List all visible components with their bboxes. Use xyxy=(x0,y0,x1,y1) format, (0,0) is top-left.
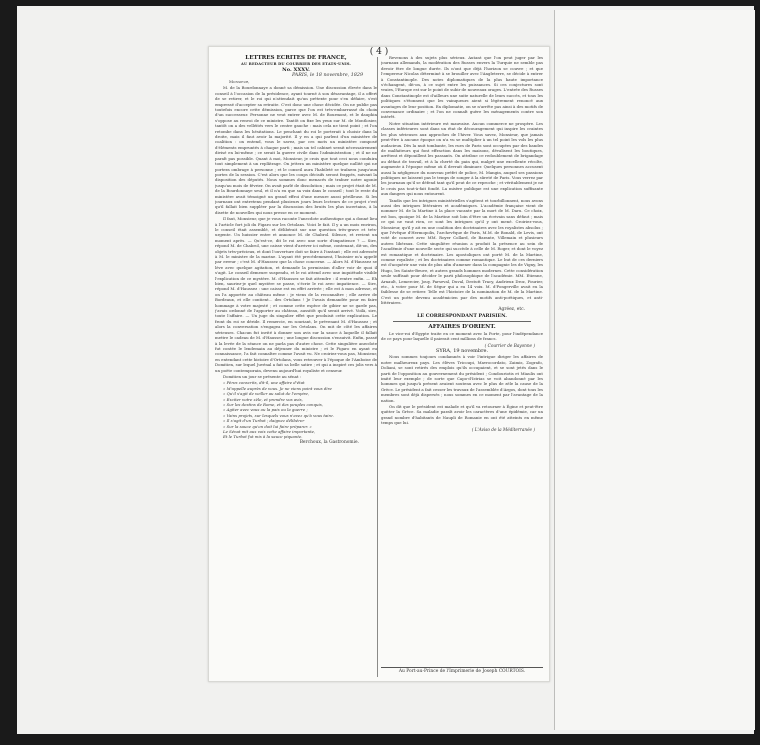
column-divider xyxy=(377,57,378,677)
letter-signature: LE CORRESPONDANT PARISIEN. xyxy=(417,312,507,319)
poem-line: » Sur la sauce qu'on doit lui faire préparer. » xyxy=(223,423,312,429)
article-paragraph: Notre situation intérieure est mauvaise. Aucun commerce ne prospère. Les classes inférieures sont dans un état de découragement qui inspire les craintes les plus sérieuses aux approches de l'hiver. Vous savez, Monsieur, que jamais peut-être à aucune époque on n'a vu se multiplier à un tel point les vols les plus audacieux. Dès la nuit tombante, les rues de Paris sont occupées par des bandes de malfaiteurs qui font effraction dans les maisons, dévalisent les boutiques, arrêtent et dépouillent les passants. On attribue ce redoublement de brigandage au défaut de travail, et à la cherté du pain qui, malgré une excellente récolte, augmente à l'époque même où il devrait diminuer. Quelques personnes accusent aussi la négligence du nouveau préfet de police, M. Mangin, auquel ses passions politiques ne laissent pas le temps de songer à la sûreté de Paris. Vous verrez par les journaux qu'il se défend tant qu'il peut de ce reproche ; et véritablement je ne le crois pas tout-à-fait fondé. La misère publique est une explication suffisante aux dangers qui nous entourent. xyxy=(381,120,543,197)
adjacent-blank-page xyxy=(554,10,755,730)
newspaper-page xyxy=(208,46,550,682)
section-rule xyxy=(393,321,531,322)
article-paragraph: Tandis que les intrigues ministérielles s'agitent et tourbillonnent, nous avons aussi des intrigues littéraires et académiques. L'académie française vient de nommer M. de la Martine à la place vacante par la mort de M. Daru. Ce choix, est bon, quoique M. de la Martine soit loin d'être un écrivain sans défaut ; mais ce qui ne vaut rien, ce sont les intrigues qu'il y ont mené. Croiriez-vous, Monsieur, qu'il y ait en une coalition des doctrinaires avec les royalistes absolus ; que l'évêque d'Hermopolis, l'archevêque de Paris, M.M. de Bonald, de Levis, ont voté de concert avec MM. Royer Collard, de Barante, Villemain et plusieurs autres libéraux. Cette singulière réunion a produit la présence au sein de l'académie d'une nouvelle secte qui succède à celle de M. Roger, et dont le voyez est romantique et doctrinaire. Les apostoliques ont porté M. de la Martine, comme royaliste ; et les doctrinaires comme romantique. Le but de ces derniers est d'acquérir une voix de plus afin d'amener dans la compagnie les de Vigny, les Hugo, les Sainte-Beuve, et autres grands hommes modernes. Cette considération seule suffisait pour décider le parti philosophique de l'académie. MM. Etienne, Arnault, Lemercier, Jouy, Parseval, Duval, Destutt Tracy, Andrieux Droz, Fourier, etc., à voter pour M. de Ségur qui a eu 14 voix. M. d'Pongerville avait eu la faiblesse de se retirer. Telle est l'histoire de la nomination de M. de la Martine. C'est un poète devenu académicien par des motifs anti-poétiques, et anti-littéraires. xyxy=(381,197,543,306)
poem-credit: Berchoux, la Gastronomie. xyxy=(299,439,359,445)
poem-line: » Il s'agit d'un Turbot ; daignez délibérer xyxy=(223,418,305,424)
article-source: ( Courrier de Bayonne ) xyxy=(484,342,535,348)
page-number: ( 4 ) xyxy=(369,47,389,57)
article-paragraph: On dit que le président est malade et qu'il va retourner à Égine et peut-être quitter la Grèce. Sa maladie paraît avoir les caractères d'une épidémie, car un grand nombre d'habitants de Naupli de Romanie en ont été atteints en même temps que lui. xyxy=(381,403,543,426)
printer-imprint: Au Port-au-Prince de l'Imprimerie de Joseph COURTOIS. xyxy=(381,667,543,674)
article-paragraph: M. de la Bourdonnaye a donné sa démission. Une discussion élevée dans le conseil à l'occasion de la présidence, ayant tourné à son désavantage, il a offert de se retirer, et le roi qui n'attendait qu'un prétexte pour s'en défaire, s'est empressé d'accepter sa retraite. C'est donc une chose décidée. On ne publie pas toutefois encore cette démission, parce que l'on est très-embarrassé du choix d'un successeur. Personne ne veut entrer avec M. de Bourmont, et le dauphin s'oppose au renvoi de ce ministre. Tantôt on fixe les yeux sur M. de Montlosier, tantôt on a des velléités vers le centre gauche : mais cela ne tient point ; et l'on retombe dans les hésitations. Le penchant du roi le porterait à choisir dans la droite, mais il faut avoir la majorité. Il y en a qui parlent d'un ministère de coalition : on entend, vous le savez, par ces mots un ministère composé d'éléments empruntés à chaque parti ; mais un tel cabinet serait nécessairement divisé en lui-même ; ce serait la guerre civile dans l'administration ; et il ne ne paraît pas possible. Quant à moi, Monsieur, je crois que tout ceci nous conduira tout simplement à un replâtrage. On jettera un ministère quelque nullité qui ne portera ombrage à personne ; et le conseil aura l'habileté se traînera jusqu'aux portes de la session. C'est alors que les coups décisifs seront frappés, suivant la disposition des députés. Nous sommes donc menacés de traîner notre agonie jusqu'au mois de février. On avait parlé de dissolution ; mais ce projet était de M. de la Bourdonnaye seul, et il n'a eu que sa voix dans le conseil ; tout le reste du ministère avait témoigné un grand effroi d'une mesure aussi périlleuse. Si les journaux ont entretenu pendant plusieurs jours leurs lecteurs de ce projet c'est qu'il fallait bien suppléer par la discussion des bruits les plus incertains, à la disette de nouvelles qui nous presse en ce moment. xyxy=(215,85,377,215)
article-paragraph: Il faut, Monsieur, que je vous raconte l'anecdote authentique qui a donné lieu à l'article fort joli du Figaro sur les Ortolans. Voici le fait. Il y a un mois environ, le conseil était assemblé, et délibérait sur une question très-grave et très-urgente. Un huissier entre et annonce M. de Chabrol. Silence, et revient un moment après. — Qu'est-ce, dit le roi avec une sorte d'impatience ? — Sire, répond M. de Chabrol, une caisse vient d'arriver ici même, contenant, dit-on, des objets très-précieux, et dont l'ouverture doit se faire à l'instant ; elle est adressée à M. le ministre de la marine. L'ayant été precédemment, l'huissier m'a appelé par erreur ; c'est M. d'Haussez que la chose concerne. — Alors M. d'Haussez se lève avec quelque agitation, et demande la permission d'aller voir de quoi il s'agit. Le conseil demeure suspendu, et le roi attend avec une inquiétude visible l'explication de ce mystère. M. d'Haussez se fait attendre : il rentre enfin. — Eh bien, sauriez-je quel mystère se passe, s'écrie le roi avec impatience. — Sire, répond M. d'Haussez : une caisse est en effet arrivée ; elle est à mon adresse, et on l'a apportée au château même : je viens de la reconnaître ; elle arrive de Bordeaux, et elle contient... des Ortolans ! Je l'avais demandée pour en faire hommage à votre majesté ; et comme cette espèce de gibier ne se garde pas, j'avais ordonné de l'apporter au château, aussitôt qu'il serait arrivé. Voilà, sire, toute l'affaire. — Un juge du singulier effet que produisit cette explication. Le front du roi se déride. Il remercie, en souriant, le prévenant M. d'Haussez ; et alors la conversation s'engagea sur les Ortolans. On mit de côté les affaires sérieuses. Chacun fut invité à donner son avis sur la sauce à laquelle il fallait mettre le cadeau de M. d'Haussez ; une longue discussion s'ensuivit. Enfin, passé à la levée de la séance on ne parla pas d'autre chose. Cette singulière anecdote fut contée le lendemain au déjeuner du ministre ; et le Figaro en ayant eu connaissance, l'a fait connaître comme l'avait vu. Ne croiriez-vous pas, Monsieur, en entendant cette histoire d'Ortolans, vous retrouver à l'époque de l'Amboise de Domitien, sur lequel Juvénal a fait sa belle satire ; et qui a inspiré ces jolis vers à un poète contemporain, devenu aujourd'hui royaliste et censeur. xyxy=(215,216,377,373)
article-paragraph: Domitien un jour se présente au sénat : xyxy=(223,373,302,379)
poem-line: » M'appelle auprès de vous. Je ne viens point vous dire xyxy=(223,385,332,391)
column-subheading: AU REDACTEUR DU COURRIER DES ETATS-UNIS. xyxy=(241,62,351,66)
letter-closing: Agréez, etc. xyxy=(498,306,525,312)
article-paragraph: Nous sommes toujours condamnés à voir l'intrigue diriger les affaires de notre malheureux pays. Les élèves Tricoupi, Mavrocordato, Zaimis, Zografo, Doliani, se sont retirés des emplois qu'ils occupaient, et se sont jetés dans le parti de l'opposition au gouvernement du président ; Condouriotis et Miaulis ont imité leur exemple ; de sorte que Capo-d'Istrias se voit abandonné par les hommes qui jusqu'à présent avaient soutenu avec le plus de zèle la cause de la Grèce. Le président a fait cesser les travaux de l'assemblée d'Argos, dont tous les membres sont déjà dispersés ; nous sommes en ce moment par l'avantage de la nation. xyxy=(381,354,543,403)
article-source: ( L'Aviso de la Méditerranée ) xyxy=(471,426,535,432)
poem-line: » Qu'il s'agit de veiller au salut de l'empire, xyxy=(223,391,310,397)
poem-line: « Pères conscrits, dit-il, une affaire d'état xyxy=(223,380,305,386)
poem-line: » Sur les destins de Rome, et des peuples conquis, xyxy=(223,401,323,407)
letter-number: No. XXXV. xyxy=(282,66,310,73)
column-heading: LETTRES ECRITES DE FRANCE, xyxy=(245,55,347,61)
section-heading: AFFAIRES D'ORIENT. xyxy=(428,323,496,330)
article-paragraph: Le vice-roi d'Egypte traite en ce moment avec la Porte, pour l'indépendance de ce pays pour laquelle il paierait cent millions de francs. xyxy=(381,330,543,342)
poem-line: » Agiter avec vous ou la paix ou la guerre ; xyxy=(223,407,308,413)
right-column xyxy=(381,55,543,635)
article-paragraph: Revenons à des sujets plus sérieux. Autant que l'on peut juger par les journaux allemands, la modération des Russes envers la Turquie ne semble pas devoir être de longue durée. Ils n'ont que déjà l'horizon se couvre ; et que l'empereur Nicolas déterminé à se brouiller avec l'Angleterre, se décide à entrer à Constantinople. Des notes diplomatiques de la plus haute importance s'échangent, dit-on, à ce sujet entre les puissances. Si ces conjectures sont vraies, l'Europe est sur le point de subir de nouveaux orages. L'entrée des Russes dans Constantinople est d'ailleurs une suite naturelle de leurs succès, et tous les politiques s'étonnent que les vainqueurs aient si légèrement renoncé aux avantages de leur position. En diplomatie, on se n'arrête pas ainsi à des motifs de convenance ordinaire ; et l'on ne connaît guère les ménagements contre son intérêt. xyxy=(381,55,543,120)
poem-line: Et le Turbot fut mis à la sauce piquante. xyxy=(223,434,303,440)
poem-line: Le Sénat mit aux voix cette affaire importante, xyxy=(223,429,316,434)
left-column xyxy=(215,55,377,677)
poem-line: » Vains projets, sur lesquels vous n'avez qu'à vous taire. xyxy=(223,412,334,418)
syra-dateline: SYRA, 19 novembre. xyxy=(435,347,489,354)
salutation: Monsieur, xyxy=(229,79,250,84)
letter-dateline: PARIS, le 18 novembre, 1829 xyxy=(292,73,363,78)
poem-line: » Exciter votre zèle, et prendre vos avis, xyxy=(223,396,303,402)
poem-block xyxy=(215,380,377,439)
